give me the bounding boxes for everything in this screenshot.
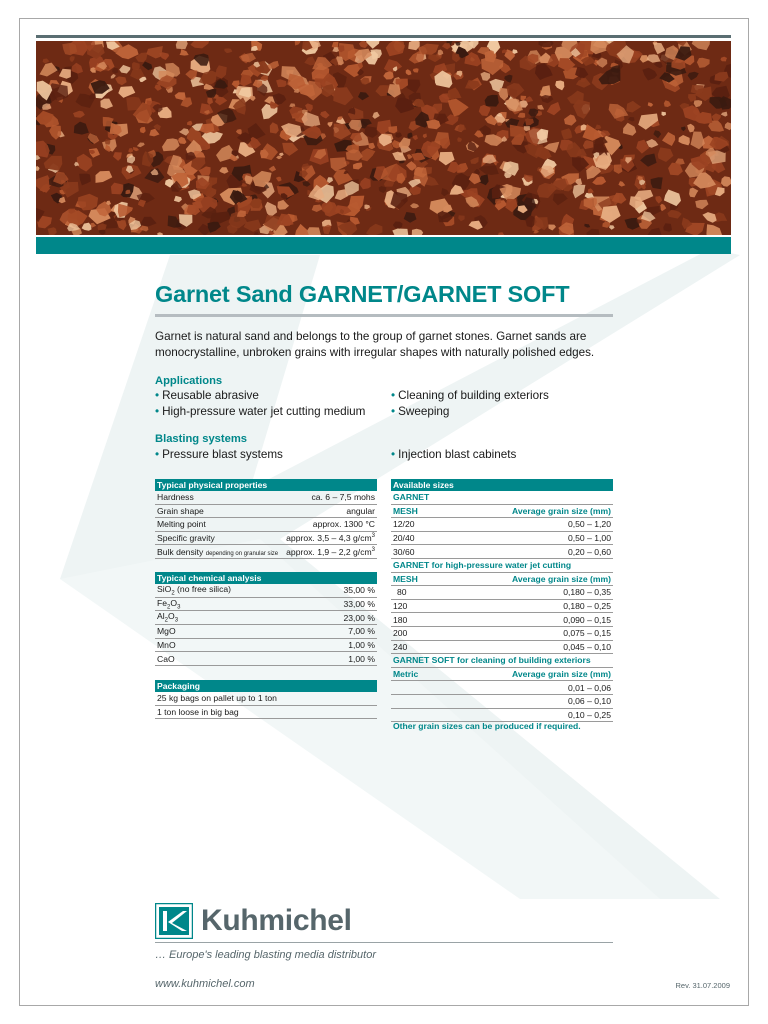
physical-heading: Typical physical properties bbox=[155, 479, 377, 491]
revision-date: Rev. 31.07.2009 bbox=[675, 981, 730, 990]
table-row: $Al_2O_3$ 23,00 % bbox=[157, 611, 375, 625]
table-row: 80 0,180 – 0,35 bbox=[391, 586, 613, 600]
top-rule bbox=[36, 35, 731, 38]
sizes-heading: Available sizes bbox=[391, 479, 613, 491]
table-row: Hardness ca. 6 – 7,5 mohs bbox=[157, 492, 375, 503]
table-row: 0,10 – 0,25 bbox=[391, 708, 613, 722]
table-row: Melting point approx. 1300 °C bbox=[157, 519, 375, 530]
table-row: SiO$_2$ (no free silica) 35,00 % bbox=[157, 584, 375, 597]
table-row: 0,01 – 0,06 bbox=[391, 681, 613, 695]
accent-band bbox=[36, 237, 731, 254]
packaging-table bbox=[155, 680, 377, 719]
group-title: GARNET for high-pressure water jet cutting bbox=[391, 558, 613, 572]
table-row: CaO 1,00 % bbox=[157, 653, 375, 664]
kuhmichel-logo-icon bbox=[155, 903, 193, 939]
table-row: 120 0,180 – 0,25 bbox=[393, 601, 611, 612]
table-row: MnO 1,00 % bbox=[157, 640, 375, 651]
table-row: Grain shape angular bbox=[157, 505, 375, 516]
table-row: 0,06 – 0,10 bbox=[391, 694, 613, 708]
intro-text bbox=[155, 329, 625, 360]
website-link[interactable]: www.kuhmichel.com bbox=[155, 978, 255, 990]
table-row: 240 0,045 – 0,10 bbox=[393, 641, 611, 652]
table-row: Specific gravity approx. 3,5 – 4,3 $g/cm^3$ bbox=[157, 533, 375, 544]
table-row: MgO 7,00 % bbox=[157, 626, 375, 637]
table-row: 12/20 0,50 – 1,20 bbox=[393, 519, 611, 530]
table-row: 30/60 0,20 – 0,60 bbox=[393, 546, 611, 557]
chemical-analysis-table bbox=[155, 572, 377, 666]
table-row: 200 0,075 – 0,15 bbox=[393, 628, 611, 639]
table-row: Bulk density depending on granular size approx. 1,9 – 2,2 $g/cm^3$ bbox=[157, 546, 375, 557]
chemical-heading: Typical chemical analysis bbox=[155, 572, 377, 584]
sizes-note: Other grain sizes can be produced if required. bbox=[393, 721, 581, 731]
table-row: 25 kg bags on pallet up to 1 ton bbox=[155, 692, 377, 705]
packaging-heading: Packaging bbox=[155, 680, 377, 692]
datasheet-page bbox=[19, 18, 749, 1006]
intro-line-2: monocrystalline, unbroken grains with irregular shapes with naturally polished edges. bbox=[155, 345, 595, 359]
table-row: 20/40 0,50 – 1,00 bbox=[393, 533, 611, 544]
applications-heading: Applications bbox=[155, 375, 223, 387]
table-row: 180 0,090 – 0,15 bbox=[393, 614, 611, 625]
footer-rule bbox=[155, 942, 613, 943]
page-title: Garnet Sand GARNET/GARNET SOFT bbox=[155, 281, 570, 307]
group-title: GARNET SOFT for cleaning of building exteriors bbox=[391, 654, 613, 668]
table-row: 1 ton loose in big bag bbox=[155, 705, 377, 719]
blasting-item: • Pressure blast systems bbox=[155, 448, 283, 461]
application-item: • Reusable abrasive bbox=[155, 389, 259, 402]
available-sizes-table: Available sizes GARNET MESH Average grain size (mm) 12/20 0,50 – 1,20 20/40 0,50 – 1,00 30/60 0,20 – 0,60 GARNET for high-pressure water jet cutting MESH Average grain size (mm) 80 0,180 – 0,35 120 0,180 – 0,25 180 0,090 – 0,15 200 0,075 – 0,15 240 0,045 – 0,10 GARNET SOFT for cleaning of building exteriors Metric Average grain size (mm) 0,01 – 0,06 0,06 – 0,10 0,10 – 0,25 bbox=[393, 480, 611, 720]
intro-line-1: Garnet is natural sand and belongs to the group of garnet stones. Garnet sands are bbox=[155, 330, 587, 343]
application-item: • High-pressure water jet cutting medium bbox=[155, 405, 366, 418]
title-rule bbox=[155, 314, 613, 317]
tagline: … Europe's leading blasting media distributor bbox=[155, 949, 376, 961]
group-title: GARNET bbox=[391, 491, 613, 504]
blasting-heading: Blasting systems bbox=[155, 433, 248, 445]
table-row: $Fe_2O_3$ 33,00 % bbox=[157, 597, 375, 611]
brand-wordmark: Kuhmichel bbox=[201, 904, 352, 937]
application-item: • Sweeping bbox=[391, 405, 450, 418]
blasting-item: • Injection blast cabinets bbox=[391, 448, 517, 461]
application-item: • Cleaning of building exteriors bbox=[391, 389, 549, 402]
physical-properties-table bbox=[155, 479, 377, 559]
garnet-sand-photo bbox=[36, 41, 731, 235]
